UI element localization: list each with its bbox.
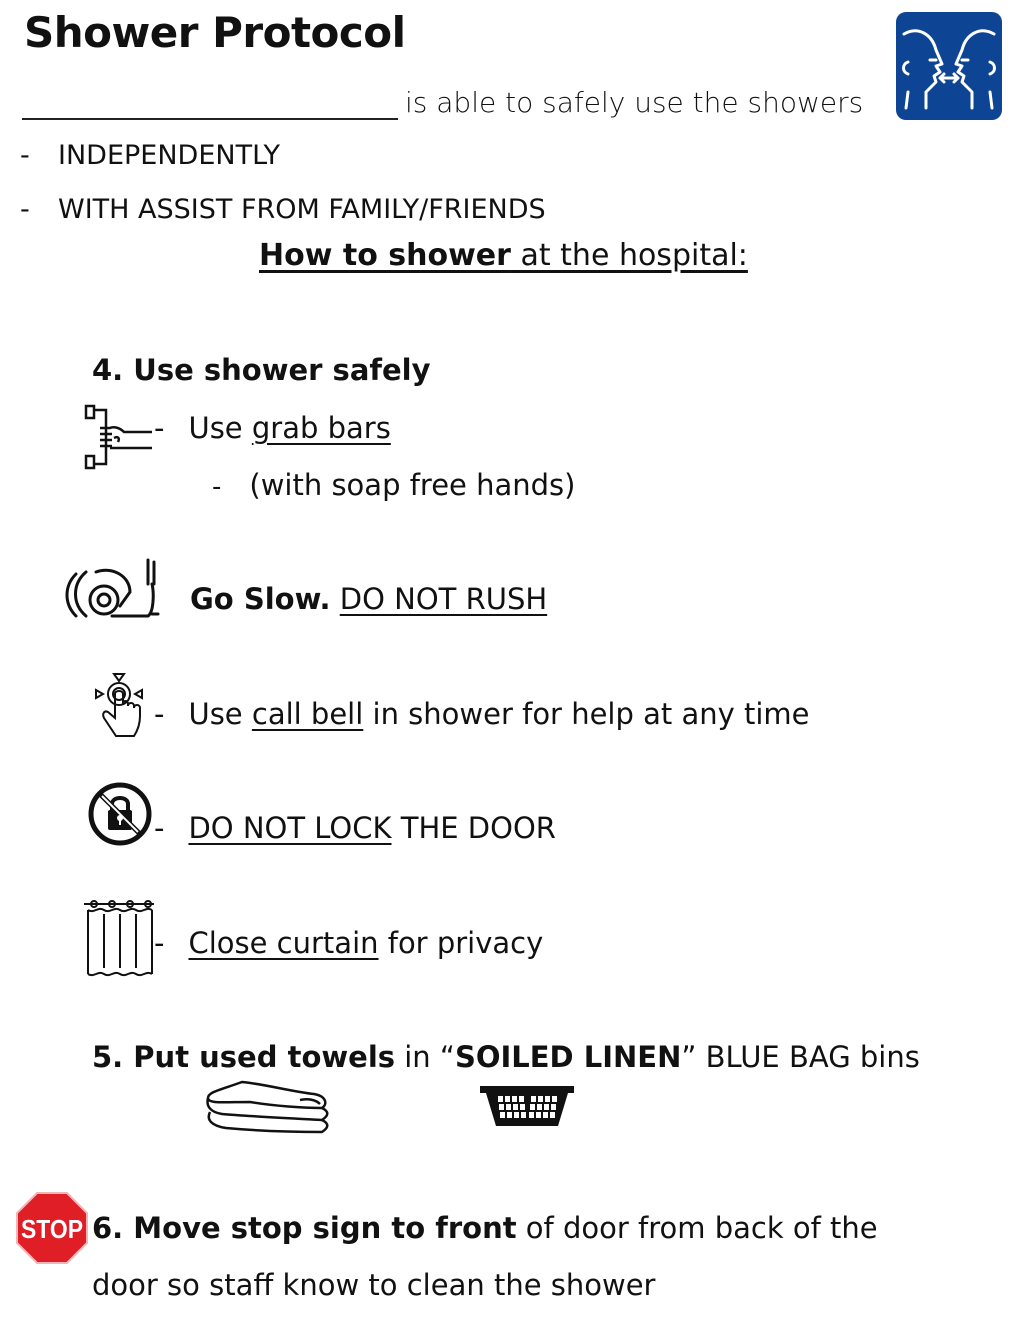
option-with-assist: - WITH ASSIST FROM FAMILY/FRIENDS	[20, 194, 546, 225]
svg-text:STOP: STOP	[21, 1214, 83, 1244]
call-bell-line: - Use call bell in shower for help at any time	[154, 697, 810, 731]
close-curtain-line: - Close curtain for privacy	[154, 926, 544, 960]
option-independently: - INDEPENDENTLY	[20, 140, 281, 171]
communication-faces-icon	[896, 12, 1002, 120]
grab-bars-line: - Use grab bars	[154, 411, 391, 445]
stop-sign-icon	[16, 1192, 88, 1268]
section-6-line-2: door so staff know to clean the shower	[92, 1268, 656, 1302]
page-title: Shower Protocol	[24, 8, 406, 57]
section-subtitle: How to shower at the hospital:	[259, 238, 748, 273]
soap-free-hands-line: - (with soap free hands)	[212, 468, 576, 502]
able-statement: is able to safely use the showers	[405, 86, 864, 119]
folded-towels-icon	[204, 1078, 332, 1140]
call-button-icon	[94, 672, 146, 748]
section-4-heading: 4. Use shower safely	[92, 353, 431, 387]
laundry-basket-icon	[478, 1084, 576, 1132]
section-5-line: 5. Put used towels in “SOILED LINEN” BLUE BAG bins	[92, 1040, 920, 1074]
name-blank-line	[22, 118, 398, 120]
no-lock-icon	[86, 780, 154, 852]
go-slow-line: Go Slow. DO NOT RUSH	[190, 582, 548, 616]
section-6-line-1: 6. Move stop sign to front of door from back of the	[92, 1211, 878, 1245]
do-not-lock-line: - DO NOT LOCK THE DOOR	[154, 811, 556, 845]
curtain-icon	[82, 898, 156, 984]
snail-icon	[62, 556, 162, 626]
grab-bar-icon	[84, 404, 164, 478]
